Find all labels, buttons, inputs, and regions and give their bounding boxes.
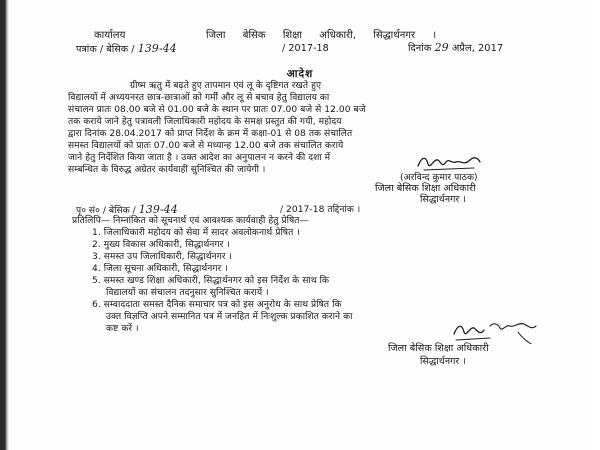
- signatory-1-designation: जिला बेसिक शिक्षा अधिकारी: [375, 183, 476, 194]
- signature-1-mark: [414, 150, 484, 174]
- recipient-item-2: 2. मुख्य विकास अधिकारी, सिद्धार्थनगर ।: [92, 240, 230, 250]
- recipient-item-6: 6. सम्वाददाता समस्त दैनिक समाचार पत्र को इस अनुरोध के साथ प्रेषित कि: [92, 300, 342, 310]
- order-line-6: समस्त विद्यालयों को प्रातः 07.00 बजे से मध्यान्ह 12.00 बजे तक संचालित कराये: [68, 141, 344, 151]
- signatory-2-place: सिद्धार्थनगर ।: [420, 356, 466, 367]
- recipient-item-5: 5. समस्त खण्ड शिक्षा अधिकारी, सिद्धार्थनगर को इस निर्देश के साथ कि: [92, 276, 329, 286]
- endorsement-ref-number: 139-44: [138, 203, 178, 216]
- recipient-item-4: 4. जिला सूचना अधिकारी, सिद्धार्थनगर ।: [92, 264, 228, 274]
- document-page: [10, 0, 590, 450]
- letter-year: / 2017-18: [282, 43, 329, 54]
- order-line-1: ग्रीष्म ऋतु में बढ़ते हुए तापमान एवं लू के दृष्टिगत रखते हुए: [130, 81, 322, 91]
- endorsement-copy-line: प्रतिलिपि— निम्नांकित को सूचनार्थ एवं आवश्यक कार्यवाही हेतु प्रेषित—: [72, 216, 309, 226]
- order-line-5: द्वारा दिनांक 28.04.2017 को प्राप्त निर्देश के क्रम में कक्षा-01 से 08 तक संचालित: [68, 129, 353, 139]
- signatory-1-name: (अरविन्द कुमार पाठक): [400, 173, 478, 183]
- endorsement-ref-year: / 2017-18 तद्दिनांक ।: [280, 205, 361, 215]
- order-title: आदेश: [286, 68, 314, 80]
- letter-number: 139-44: [137, 42, 177, 55]
- recipient-item-3: 3. समस्त उप जिलाधिकारी, सिद्धार्थनगर ।: [92, 252, 233, 262]
- date-prefix: दिनांक: [408, 43, 432, 54]
- letter-number-line: [76, 43, 177, 56]
- letter-date-line: [408, 42, 503, 55]
- endorsement-ref-prefix: पृ० सं० / बेसिक /: [76, 206, 136, 216]
- letter-prefix: पत्रांक / बेसिक /: [76, 44, 135, 55]
- signatory-2-designation: जिला बेसिक शिक्षा अधिकारी: [388, 343, 489, 354]
- recipient-item-6-cont-2: कष्ट करें ।: [106, 324, 139, 334]
- date-day: 29: [434, 41, 449, 54]
- order-line-8: सम्बन्धित के विरुद्ध अग्रेतर कार्यवाही सुनिश्चित की जायेगी ।: [68, 165, 266, 175]
- order-line-4: तक कराये जाने हेतु पत्रावली जिलाधिकारी महोदय के समक्ष प्रस्तुत की गयी, महोदय: [68, 117, 342, 127]
- date-suffix: अप्रैल, 2017: [451, 43, 504, 54]
- recipient-item-1: 1. जिलाधिकारी महोदय को सेवा में सादर अवलोकनार्थ प्रेषित ।: [92, 228, 300, 238]
- order-line-3: संचालन प्रातः 08.00 बजे से 01.00 बजे के स्थान पर प्रातः 07.00 बजे से 12.00 बजे: [68, 105, 366, 115]
- order-line-7: जाने हेतु निर्देशित किया जाता है । उक्त आदेश का अनुपालन न करने की दशा में: [68, 153, 331, 163]
- district-office-name: जिला बेसिक शिक्षा अधिकारी, सिद्धार्थनगर ।: [206, 30, 437, 41]
- signatory-1-place: सिद्धार्थनगर ।: [420, 194, 466, 205]
- recipient-item-5-cont: विद्यालयों का संचालन तदनुसार सुनिश्चित करायें ।: [106, 288, 269, 298]
- recipient-item-6-cont: उक्त विज्ञप्ति अपने सम्मानित पत्र में जनहित में निःशुल्क प्रकाशित कराने का: [106, 312, 353, 322]
- order-line-2: विद्यालयों में अध्ययनरत छात्र-छात्राओं को गर्मी और लू से बचाव हेतु विद्यालय का: [68, 93, 330, 103]
- office-label: कार्यालय: [94, 30, 126, 41]
- signature-2-mark: [450, 316, 540, 344]
